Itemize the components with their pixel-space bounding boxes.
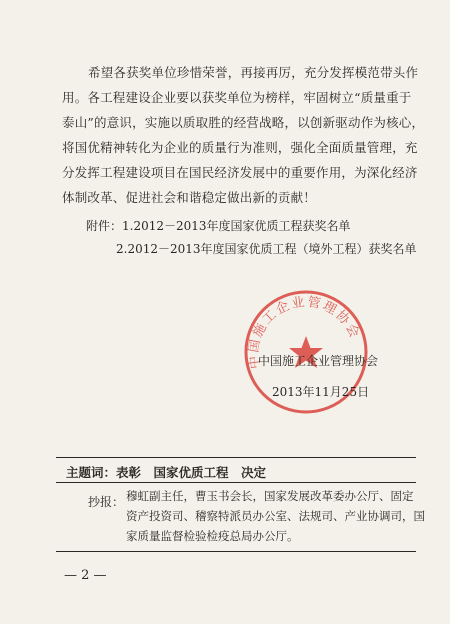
divider-top xyxy=(56,457,416,458)
body-line: 将国优精神转化为企业的质量行为准则，强化全面质量管理，充 xyxy=(62,140,418,155)
attachment-item: 附件：1.2012－2013年度国家优质工程获奖名单 xyxy=(86,219,351,233)
divider-bottom xyxy=(56,551,416,552)
body-line: 希望各获奖单位珍惜荣誉，再接再厉，充分发挥模范带头作 xyxy=(88,65,419,80)
seal-text: 中国施工企业管理协会 xyxy=(246,294,363,370)
body-line: 分发挥工程建设项目在国民经济发展中的重要作用，为深化经济 xyxy=(62,165,418,180)
issue-date: 2013年11月25日 xyxy=(272,385,370,399)
issuing-organization: 中国施工企业管理协会 xyxy=(258,354,379,368)
cc-line: 穆虹副主任，曹玉书会长，国家发展改革委办公厅、固定 xyxy=(126,489,414,503)
cc-label: 抄报： xyxy=(88,495,125,509)
attachment-item: 2.2012－2013年度国家优质工程（境外工程）获奖名单 xyxy=(116,242,417,256)
subject-keywords: 主题词：表彰 国家优质工程 决定 xyxy=(66,465,267,480)
body-paragraph xyxy=(62,60,425,210)
body-line: 体制改革、促进社会和谐稳定做出新的贡献！ xyxy=(62,190,317,205)
cc-line: 资产投资司、稽察特派员办公室、法规司、产业协调司，国 xyxy=(126,509,425,523)
page-number: — 2 — xyxy=(64,568,107,583)
cc-recipients xyxy=(126,486,425,546)
body-line: 用。各工程建设企业要以获奖单位为榜样，牢固树立“质量重于 xyxy=(62,90,412,105)
cc-line: 家质量监督检验检疫总局办公厅。 xyxy=(126,529,299,543)
body-line: 泰山”的意识，实施以质取胜的经营战略，以创新驱动作为核心， xyxy=(62,115,425,130)
divider-middle xyxy=(56,482,416,483)
